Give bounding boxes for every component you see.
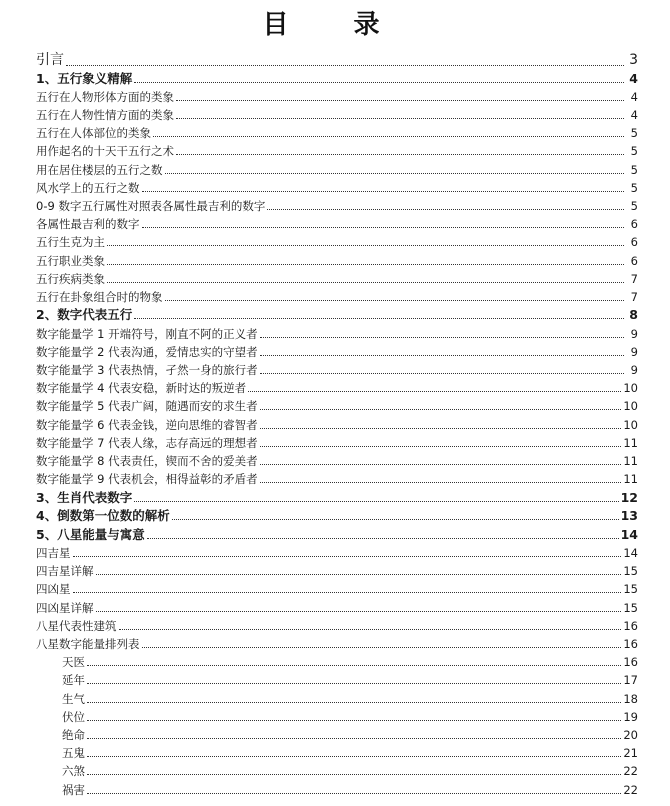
toc-entry-label: 五行在人体部位的类象	[36, 126, 151, 141]
toc-entry[interactable]	[36, 180, 638, 195]
dot-leader	[87, 665, 621, 666]
toc-entry-page: 14	[623, 545, 638, 560]
dot-leader	[107, 245, 624, 246]
toc-entry-page: 5	[630, 198, 638, 213]
toc-entry-page: 10	[623, 399, 638, 414]
toc-entry-page: 19	[623, 709, 638, 724]
page-title: 目 录	[262, 10, 408, 40]
toc-entry[interactable]	[36, 398, 638, 413]
dot-leader	[107, 282, 624, 283]
toc-entry-page: 14	[620, 526, 638, 542]
dot-leader	[87, 793, 621, 794]
toc-entry-page: 10	[623, 381, 638, 396]
toc-entry[interactable]	[36, 234, 638, 249]
dot-leader	[87, 702, 621, 703]
toc-entry-page: 9	[630, 344, 638, 359]
toc-entry-page: 13	[620, 508, 638, 524]
toc-entry-label: 五行在人物性情方面的类象	[36, 107, 174, 122]
toc-entry-page: 5	[630, 144, 638, 159]
toc-entry[interactable]	[62, 782, 638, 797]
toc-entry-label: 数字能量学 5 代表广阔，随遇而安的求生者	[36, 399, 258, 414]
toc-entry-label: 延年	[62, 673, 85, 688]
toc-entry-page: 4	[629, 70, 638, 86]
dot-leader	[134, 501, 618, 502]
dot-leader	[153, 136, 624, 137]
toc-entry[interactable]	[36, 490, 638, 505]
toc-entry-label: 用在居住楼层的五行之数	[36, 162, 163, 177]
toc-entry[interactable]	[36, 618, 638, 633]
toc-entry[interactable]	[36, 545, 638, 560]
dot-leader	[87, 774, 621, 775]
dot-leader	[260, 409, 622, 410]
toc-entry[interactable]	[36, 107, 638, 122]
dot-leader	[107, 264, 624, 265]
dot-leader	[119, 629, 622, 630]
toc-entry-label: 祸害	[62, 782, 85, 797]
toc-entry-label: 天医	[62, 655, 85, 670]
toc-entry[interactable]	[62, 763, 638, 778]
toc-entry-page: 7	[630, 289, 638, 304]
toc-entry-label: 生气	[62, 691, 85, 706]
toc-entry-page: 5	[630, 126, 638, 141]
toc-entry[interactable]	[36, 417, 638, 432]
dot-leader	[172, 519, 619, 520]
toc-entry-label: 风水学上的五行之数	[36, 180, 140, 195]
toc-entry-label: 伏位	[62, 709, 85, 724]
toc-entry-page: 6	[630, 217, 638, 232]
dot-leader	[87, 683, 621, 684]
toc-entry[interactable]	[36, 216, 638, 231]
toc-entry-label: 五鬼	[62, 746, 85, 761]
toc-entry-label: 数字能量学 3 代表热情，孑然一身的旅行者	[36, 363, 258, 377]
toc-entry[interactable]	[36, 636, 638, 651]
toc-entry[interactable]	[36, 52, 638, 69]
toc-entry[interactable]	[36, 71, 638, 86]
toc-entry-label: 五行疾病类象	[36, 271, 105, 286]
toc-entry[interactable]	[62, 709, 638, 724]
toc-entry-page: 9	[630, 326, 638, 341]
toc-entry-page: 15	[623, 600, 638, 615]
toc-entry[interactable]	[36, 326, 638, 341]
toc-entry[interactable]	[36, 125, 638, 140]
dot-leader	[176, 154, 624, 155]
toc-entry-label: 1、五行象义精解	[36, 70, 133, 86]
dot-leader	[87, 720, 621, 721]
toc-entry[interactable]	[36, 89, 638, 104]
toc-entry-label: 绝命	[62, 727, 85, 742]
toc-entry[interactable]	[36, 508, 638, 523]
toc-entry-page: 3	[629, 52, 638, 68]
toc-entry-label: 五行职业类象	[36, 253, 105, 268]
toc-entry-page: 22	[623, 764, 638, 779]
toc-entry-page: 21	[623, 746, 638, 761]
toc-entry-page: 5	[630, 180, 638, 195]
dot-leader	[260, 355, 624, 356]
dot-leader	[96, 574, 622, 575]
toc-entry-label: 0-9 数字五行属性对照表各属性最吉利的数字	[36, 198, 266, 213]
toc-entry[interactable]	[62, 672, 638, 687]
toc-entry-label: 八星数字能量排列表	[36, 636, 140, 651]
toc-entry-page: 11	[623, 435, 638, 450]
dot-leader	[142, 647, 622, 648]
toc-entry[interactable]	[36, 307, 638, 322]
dot-leader	[73, 592, 622, 593]
toc-entry-page: 9	[630, 363, 638, 377]
toc-entry-label: 四凶星详解	[36, 600, 94, 615]
toc-entry-page: 4	[630, 89, 638, 104]
dot-leader	[142, 227, 625, 228]
toc-entry-label: 引言	[36, 52, 64, 68]
toc-entry[interactable]	[36, 581, 638, 596]
toc-entry[interactable]	[36, 527, 638, 542]
toc-entry-label: 4、倒数第一位数的解析	[36, 508, 170, 524]
toc-entry-page: 4	[630, 107, 638, 122]
toc-entry-label: 各属性最吉利的数字	[36, 217, 140, 232]
toc-entry-page: 6	[630, 235, 638, 250]
toc-entry[interactable]	[36, 563, 638, 578]
toc-entry-label: 八星代表性建筑	[36, 618, 117, 633]
toc-entry-label: 数字能量学 6 代表金钱，逆向思维的睿智者	[36, 417, 258, 432]
toc-entry[interactable]	[36, 162, 638, 177]
toc-entry-page: 11	[623, 454, 638, 468]
toc-entry-page: 11	[623, 472, 638, 487]
toc-entry-label: 5、八星能量与寓意	[36, 526, 145, 542]
dot-leader	[260, 428, 622, 429]
dot-leader	[142, 191, 625, 192]
toc-entry[interactable]	[36, 380, 638, 395]
toc-entry[interactable]	[36, 471, 638, 486]
dot-leader	[147, 538, 619, 539]
toc-entry-label: 五行在人物形体方面的类象	[36, 89, 174, 104]
toc-entry[interactable]	[36, 344, 638, 359]
toc-entry[interactable]	[62, 727, 638, 742]
toc-entry-label: 3、生肖代表数字	[36, 489, 133, 505]
toc-entry-label: 五行在卦象组合时的物象	[36, 289, 163, 304]
toc-entry[interactable]	[36, 289, 638, 304]
toc-entry-page: 22	[623, 782, 638, 797]
toc-entry-page: 5	[630, 162, 638, 177]
toc-entry-page: 16	[623, 655, 638, 670]
toc-entry-label: 四凶星	[36, 582, 71, 597]
dot-leader	[260, 373, 624, 374]
toc-entry[interactable]	[36, 600, 638, 615]
dot-leader	[87, 738, 621, 739]
toc-entry-page: 7	[630, 271, 638, 286]
dot-leader	[165, 173, 625, 174]
toc-entry-label: 五行生克为主	[36, 235, 105, 250]
dot-leader	[134, 318, 624, 319]
toc-entry-label: 数字能量学 2 代表沟通，爱情忠实的守望者	[36, 344, 258, 359]
toc-entry-page: 16	[623, 618, 638, 633]
toc-entry-label: 数字能量学 8 代表责任，锲而不舍的爱美者	[36, 454, 258, 468]
dot-leader	[260, 482, 622, 483]
toc-entry[interactable]	[62, 745, 638, 760]
toc-entry-label: 数字能量学 9 代表机会，相得益彰的矛盾者	[36, 472, 258, 487]
toc-entry-page: 12	[620, 489, 638, 505]
toc-entry-page: 6	[630, 253, 638, 268]
dot-leader	[176, 100, 624, 101]
toc-entry[interactable]	[36, 253, 638, 268]
toc-entry-page: 16	[623, 636, 638, 651]
dot-leader	[260, 337, 624, 338]
dot-leader	[248, 391, 621, 392]
toc-entry-page: 20	[623, 727, 638, 742]
dot-leader	[87, 756, 621, 757]
toc-entry-label: 数字能量学 7 代表人缘，志存高远的理想者	[36, 435, 258, 450]
toc-entry-label: 六煞	[62, 764, 85, 779]
toc-entry-page: 10	[623, 417, 638, 432]
toc-entry-page: 15	[623, 582, 638, 597]
dot-leader	[260, 446, 622, 447]
toc-entry[interactable]	[36, 362, 638, 377]
toc-entry-label: 数字能量学 1 开端符号，刚直不阿的正义者	[36, 326, 258, 341]
toc-entry-label: 2、数字代表五行	[36, 307, 133, 323]
toc-entry-page: 8	[629, 307, 638, 323]
toc-entry-label: 四吉星详解	[36, 564, 94, 579]
toc-entry-label: 数字能量学 4 代表安稳，新时达的叛逆者	[36, 381, 247, 396]
dot-leader	[267, 209, 624, 210]
dot-leader	[165, 300, 625, 301]
toc-entry[interactable]	[36, 271, 638, 286]
toc-entry-label: 四吉星	[36, 545, 71, 560]
toc-entry[interactable]	[62, 654, 638, 669]
toc-entry[interactable]	[36, 435, 638, 450]
toc-entry[interactable]	[62, 691, 638, 706]
dot-leader	[66, 65, 624, 66]
toc-entry[interactable]	[36, 453, 638, 468]
toc-entry[interactable]	[36, 143, 638, 158]
toc-entry-label: 用作起名的十天干五行之术	[36, 144, 174, 159]
dot-leader	[134, 82, 624, 83]
toc-entry[interactable]	[36, 198, 638, 213]
dot-leader	[73, 556, 622, 557]
toc-entry-page: 15	[623, 564, 638, 579]
dot-leader	[176, 118, 624, 119]
dot-leader	[96, 611, 622, 612]
toc-entry-page: 18	[623, 691, 638, 706]
dot-leader	[260, 464, 622, 465]
toc-entry-page: 17	[623, 673, 638, 688]
